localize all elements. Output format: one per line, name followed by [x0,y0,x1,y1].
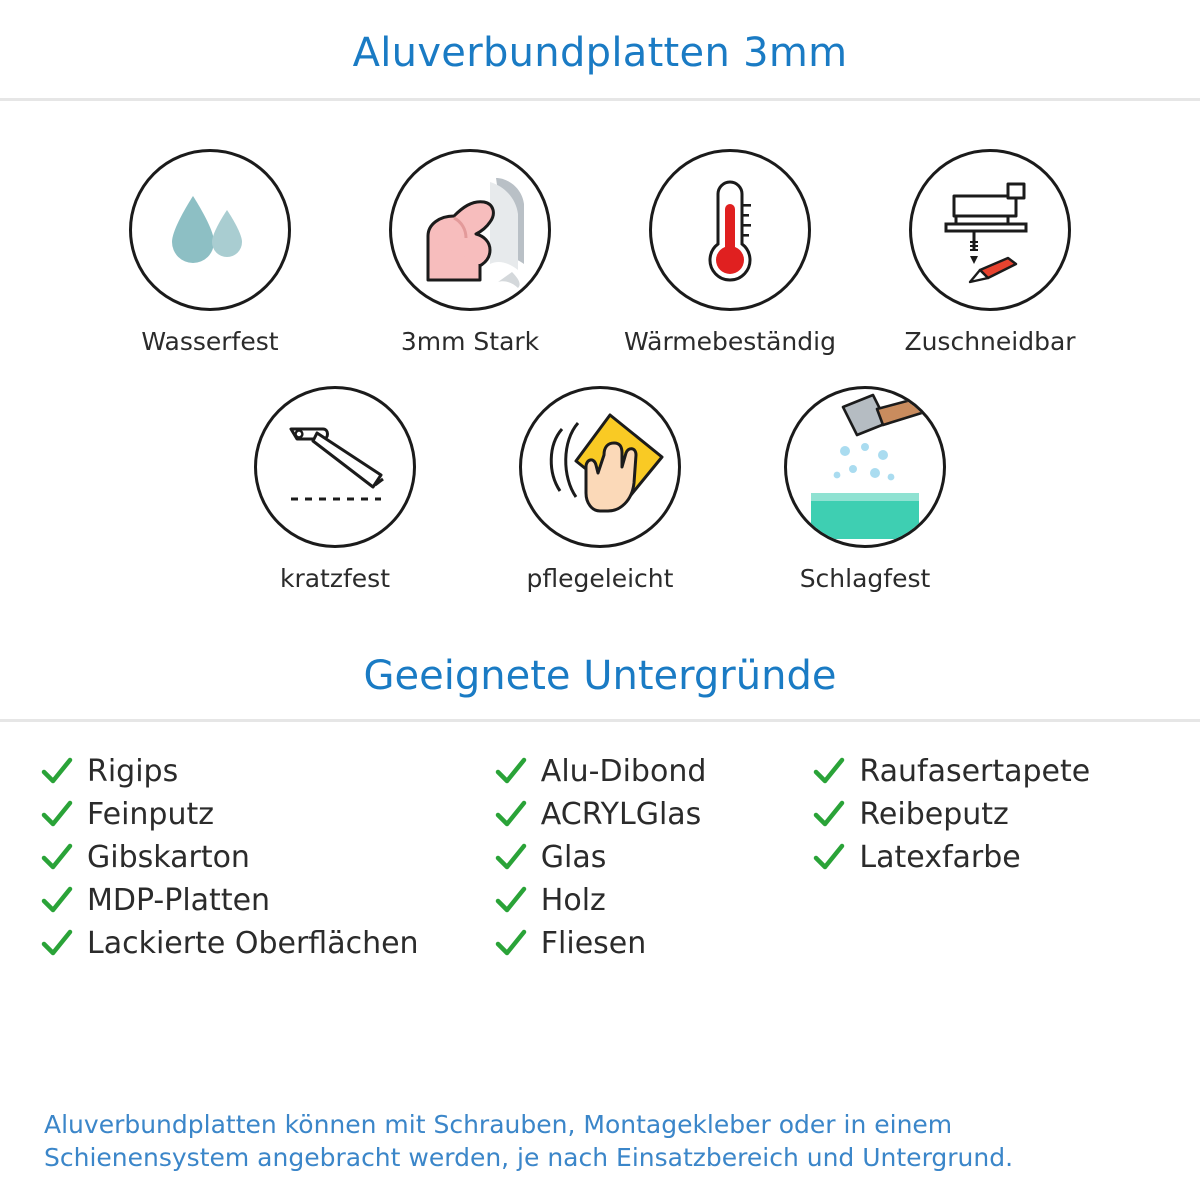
check-icon [812,798,846,832]
feature-pflegeleicht [468,386,733,593]
feature-icon-circle [389,149,551,311]
list-item [40,750,494,793]
check-icon [40,927,74,961]
list-item-label: ACRYLGlas [540,797,702,832]
list-item [494,922,813,965]
list-item [40,922,494,965]
knife-scratch-icon [257,389,413,545]
section-title-substrates: Geeignete Untergründe [363,653,837,699]
list-item-label: Reibeputz [859,797,1009,832]
feature-icon-circle [649,149,811,311]
check-icon [40,755,74,789]
substrate-list [0,722,1200,965]
feature-kratzfest [203,386,468,593]
list-item-label: Fliesen [540,926,647,961]
feature-zuschneidbar [860,149,1120,356]
check-icon [40,841,74,875]
hammer-impact-icon [787,389,943,545]
check-icon [812,841,846,875]
feature-label: pflegeleicht [526,564,674,593]
water-drops-icon [132,152,288,308]
feature-label: 3mm Stark [400,327,540,356]
list-item [494,879,813,922]
flexing-arm-icon [392,152,548,308]
feature-label: kratzfest [279,564,390,593]
cleaning-hand-cloth-icon [522,389,678,545]
feature-waermebestaendig [600,149,860,356]
list-item-label: Lackierte Oberflächen [87,926,419,961]
substrate-column-1 [40,750,494,965]
substrate-column-3 [812,750,1160,965]
list-item [812,750,1160,793]
check-icon [494,755,528,789]
check-icon [40,798,74,832]
feature-icon-circle [909,149,1071,311]
feature-label: Wasserfest [141,327,279,356]
substrate-column-2 [494,750,813,965]
list-item-label: MDP-Platten [87,883,271,918]
list-item [40,793,494,836]
feature-3mm-stark [340,149,600,356]
list-item [812,836,1160,879]
feature-icon-circle [784,386,946,548]
feature-label: Wärmebeständig [624,327,836,356]
list-item-label: Rigips [87,754,179,789]
feature-icon-circle [519,386,681,548]
feature-label: Zuschneidbar [904,327,1076,356]
list-item [494,836,813,879]
jigsaw-cutter-icon [912,152,1068,308]
feature-schlagfest [733,386,998,593]
list-item-label: Glas [540,840,607,875]
feature-grid [0,101,1200,593]
list-item [812,793,1160,836]
check-icon [494,798,528,832]
check-icon [812,755,846,789]
feature-wasserfest [80,149,340,356]
check-icon [494,841,528,875]
feature-label: Schlagfest [799,564,931,593]
list-item-label: Holz [540,883,606,918]
feature-row-1 [0,149,1200,356]
list-item [40,879,494,922]
list-item [494,793,813,836]
list-item-label: Gibskarton [87,840,250,875]
check-icon [494,884,528,918]
list-item-label: Feinputz [87,797,214,832]
feature-icon-circle [254,386,416,548]
check-icon [494,927,528,961]
thermometer-icon [652,152,808,308]
page-title: Aluverbundplatten 3mm [352,30,848,76]
feature-icon-circle [129,149,291,311]
list-item-label: Alu-Dibond [540,754,707,789]
footnote-text: Aluverbundplatten können mit Schrauben, Montagekleber oder in einem Schienensystem angebracht werden, je nach Einsatzbereich und Untergrund. [44,1110,1014,1172]
list-item [40,836,494,879]
feature-row-2 [0,386,1200,593]
list-item-label: Latexfarbe [859,840,1021,875]
list-item-label: Raufasertapete [859,754,1091,789]
list-item [494,750,813,793]
check-icon [40,884,74,918]
